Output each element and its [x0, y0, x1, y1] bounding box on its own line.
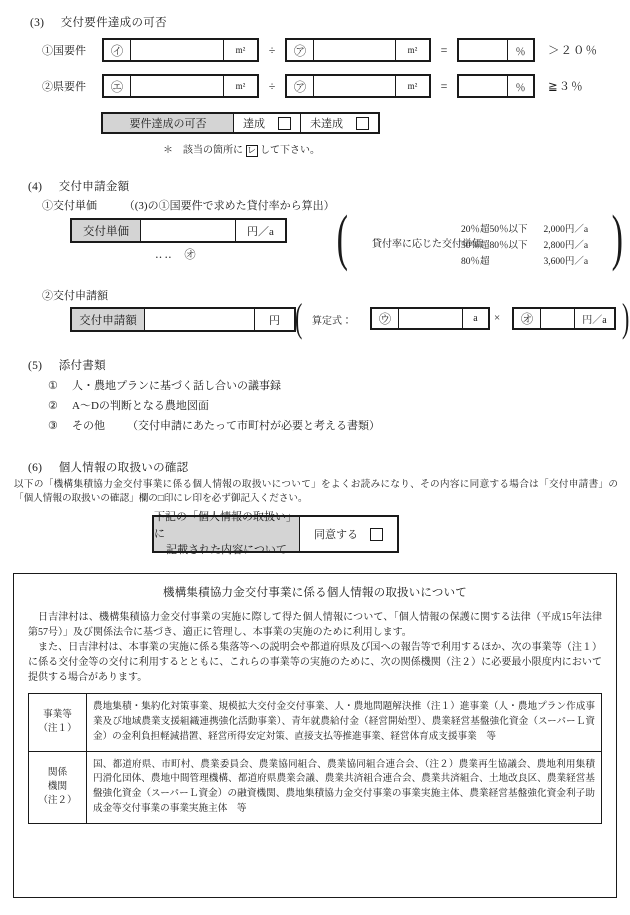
circled-mark-o: ㋔: [184, 249, 198, 261]
national-denominator-unit: m²: [395, 40, 429, 60]
privacy-paragraph-2: また、日吉津村は、本事業の実施に係る集落等への説明会や都道府県及び国への報告等で利用するほか、次の事業等（注１）に係る交付金等の交付に利用するとともに、これらの事業等の実施のために、次の関係機関（注２）に必要最小限度内において提供する場合があります。: [28, 642, 602, 683]
list-item: [48, 397, 209, 413]
bracket-left-icon: (: [336, 204, 349, 272]
achievement-achieved-checkbox[interactable]: [278, 117, 291, 130]
privacy-notice-table: [28, 693, 602, 824]
prefectural-denominator-input[interactable]: [313, 76, 395, 96]
national-numerator-input[interactable]: [130, 40, 223, 60]
national-result-box[interactable]: [457, 38, 535, 62]
equals-operator-national: =: [440, 42, 448, 57]
section-4-heading: [28, 178, 130, 194]
achievement-option-achieved-label: 達成: [243, 118, 265, 130]
rate-reference-table: [461, 220, 588, 268]
unit-price-unit: 円／a: [235, 220, 285, 241]
attachment-number-3: ③: [48, 420, 58, 432]
formula-term2-box: [512, 307, 616, 330]
section-3-heading: [30, 14, 167, 30]
calculation-formula-block: [294, 295, 630, 340]
formula-term2-input[interactable]: [540, 309, 574, 328]
requirement-row-national: [42, 38, 598, 62]
attachment-number-1: ①: [48, 380, 58, 392]
attachment-text-2: A～Dの判断となる農地図面: [72, 400, 209, 412]
table-row: [461, 236, 588, 252]
consent-strip: [152, 511, 399, 557]
rate-range-3: 80％超: [461, 257, 490, 267]
table-row: [29, 694, 602, 752]
table-row: [461, 252, 588, 268]
achievement-header: 要件達成の可否: [103, 114, 233, 132]
formula-term2-unit: 円／a: [574, 309, 614, 328]
achievement-not-achieved-checkbox[interactable]: [356, 117, 369, 130]
check-mark-icon: レ: [246, 145, 256, 156]
application-amount-box: [70, 307, 296, 332]
application-amount-header: 交付申請額: [72, 309, 144, 330]
privacy-table-value-1: 農地集積・集約化対策事業、規模拡大交付金交付事業、人・農地問題解決推（注１）進事業（人・農地プラン作成事業及び地域農業支援組織連携強化活動事業）、青年就農給付金（経営開始型）、農業経営基盤強化資金（スーパーＬ資金）の金利負担軽減措置、経営所得安定対策、直接支払等推進事業、経営体育成支援事業 等: [87, 694, 602, 752]
rate-price-2: 2,800円／a: [543, 241, 589, 251]
list-item: [48, 417, 380, 433]
application-amount-input[interactable]: [144, 309, 254, 330]
privacy-key-2-line3: （注２）: [38, 795, 77, 807]
prefectural-condition: ≧３％: [548, 81, 584, 93]
privacy-table-key-1: [29, 694, 87, 752]
section-6-heading: [28, 459, 189, 475]
privacy-key-1-line1: 事業等: [43, 708, 72, 720]
privacy-table-key-2: [29, 751, 87, 823]
privacy-key-2-line2: 機関: [47, 781, 68, 793]
rate-range-2: 50％超80％以下: [461, 241, 528, 251]
bracket-right-icon: ): [611, 204, 624, 272]
privacy-key-2-line1: 関係: [47, 766, 68, 778]
prefectural-numerator-input[interactable]: [130, 76, 223, 96]
national-numerator-unit: m²: [223, 40, 257, 60]
section-3-number: (3): [30, 17, 45, 29]
consent-option[interactable]: [299, 517, 397, 551]
section-6-number: (6): [28, 462, 43, 474]
national-result-unit: ％: [507, 40, 533, 60]
calculation-formula-label: 算定式：: [312, 316, 352, 327]
attachment-extra-3: （交付申請にあたって市町村が必要と考える書類）: [127, 420, 380, 432]
national-numerator-box[interactable]: [102, 38, 259, 62]
privacy-paragraph-1: 日吉津村は、機構集積協力金交付事業の実施に際して得た個人情報について、「個人情報の保護に関する法律（平成15年法律第57号）」及び関係法令に基づき、適正に管理し、本事業の実施のために利用します。: [28, 612, 602, 638]
section-6-title: 個人情報の取扱いの確認: [58, 462, 189, 474]
national-result-input[interactable]: [459, 40, 507, 60]
achievement-option-not-achieved-label: 未達成: [310, 118, 343, 130]
circled-mark-i: ㋑: [110, 43, 123, 58]
formula-term1-input[interactable]: [398, 309, 462, 328]
formula-term1-cells[interactable]: [370, 307, 490, 330]
circled-mark-e: ㋓: [110, 79, 123, 94]
prefectural-result-unit: ％: [507, 76, 533, 96]
attachment-number-2: ②: [48, 400, 58, 412]
privacy-key-1-line2: （注１）: [38, 723, 77, 735]
circled-mark-a-2: ㋐: [293, 79, 306, 94]
section-4-sub1-label: ①交付単価: [42, 200, 97, 212]
prefectural-result-box[interactable]: [457, 74, 535, 98]
section-4-sub2-heading: ②交付申請額: [42, 290, 108, 302]
requirement-row-prefectural-label: ②県要件: [42, 81, 86, 93]
equals-operator-prefectural: =: [440, 78, 448, 93]
divide-operator-national: ÷: [268, 42, 276, 57]
prefectural-numerator-unit: m²: [223, 76, 257, 96]
section-3-title: 交付要件達成の可否: [60, 17, 167, 29]
rate-range-1: 20％超50％以下: [461, 225, 528, 235]
circled-mark-o-2: ㋔: [520, 312, 533, 326]
unit-price-dots: ‥‥: [155, 249, 174, 261]
formula-term2-cells[interactable]: [512, 307, 616, 330]
consent-header-line2: 記載された内容について: [166, 544, 287, 557]
formula-multiply-operator: ×: [494, 312, 501, 324]
privacy-notice-title: 機構集積協力金交付事業に係る個人情報の取扱いについて: [163, 587, 467, 599]
consent-checkbox[interactable]: [370, 528, 383, 541]
bracket-left-icon-2: (: [294, 295, 303, 340]
section-4-number: (4): [28, 181, 43, 193]
requirement-row-national-label: ①国要件: [42, 45, 86, 57]
section-6-intro-text: 以下の「機構集積協力金交付事業に係る個人情報の取扱いについて」をよくお読みになり、その内容に同意する場合は「交付申請書」の「個人情報の取扱いの確認」欄の□印にレ印を必ず御記入ください。: [14, 479, 618, 504]
list-item: [48, 377, 281, 393]
unit-price-mark: [155, 246, 197, 262]
rate-price-1: 2,000円／a: [543, 225, 589, 235]
circled-mark-a: ㋐: [293, 43, 306, 58]
consent-header: [154, 511, 299, 557]
prefectural-numerator-box[interactable]: [102, 74, 259, 98]
formula-term1-unit: a: [462, 309, 488, 328]
prefectural-denominator-unit: m²: [395, 76, 429, 96]
achievement-strip: [101, 112, 380, 134]
section-5-title: 添付書類: [58, 360, 106, 372]
table-row: [461, 220, 588, 236]
prefectural-denominator-box[interactable]: [285, 74, 431, 98]
privacy-table-value-2: 国、都道府県、市町村、農業委員会、農業協同組合、農業協同組合連合会、（注２）農業再生協議会、農地利用集積円滑化団体、農地中間管理機構、都道府県農業会議、農業共済組合連合会、農業共済組合、土地改良区、農業経営基盤強化資金（スーパーＬ資金）の融資機関、農地集積協力金交付事業の事業実施主体、農業経営基盤強化資金利子助成金等交付事業の事業実施主体 等: [87, 751, 602, 823]
bracket-right-icon-2: ): [621, 295, 630, 340]
attachment-text-1: 人・農地プランに基づく話し合いの議事録: [72, 380, 281, 392]
section-5-heading: [28, 357, 106, 373]
consent-header-line1: 下記の「個人情報の取扱い」に: [154, 511, 297, 540]
section-3-note-prefix: ＊ 該当の箇所に: [163, 145, 243, 156]
attachment-text-3: その他: [72, 420, 105, 432]
formula-term1-box: [370, 307, 490, 330]
consent-option-label: 同意する: [314, 529, 358, 541]
section-3-note-suffix: して下さい。: [260, 145, 320, 156]
divide-operator-prefectural: ÷: [268, 78, 276, 93]
national-denominator-input[interactable]: [313, 40, 395, 60]
achievement-option-achieved[interactable]: [233, 114, 300, 132]
unit-price-box: [70, 218, 287, 243]
national-denominator-box[interactable]: [285, 38, 431, 62]
prefectural-result-input[interactable]: [459, 76, 507, 96]
requirement-row-prefectural: [42, 74, 584, 98]
rate-reference-label: 貸付率に応じた交付単価: [372, 239, 482, 250]
achievement-option-not-achieved[interactable]: [300, 114, 378, 132]
section-4-sub1-heading: [42, 197, 335, 213]
section-4-title: 交付申請金額: [58, 181, 130, 193]
rate-reference-block: [336, 204, 624, 275]
national-condition: ＞２０％: [548, 45, 598, 57]
unit-price-header: 交付単価: [72, 220, 140, 241]
rate-price-3: 3,600円／a: [543, 257, 589, 267]
application-amount-unit: 円: [254, 309, 294, 330]
circled-mark-u: ㋒: [378, 312, 391, 326]
section-3-note: [163, 141, 320, 157]
section-5-number: (5): [28, 360, 43, 372]
unit-price-input[interactable]: [140, 220, 235, 241]
privacy-notice-box: [13, 573, 617, 898]
table-row: [29, 751, 602, 823]
section-4-sub1-note: （(3)の①国要件で求めた貸付率から算出）: [123, 200, 335, 212]
